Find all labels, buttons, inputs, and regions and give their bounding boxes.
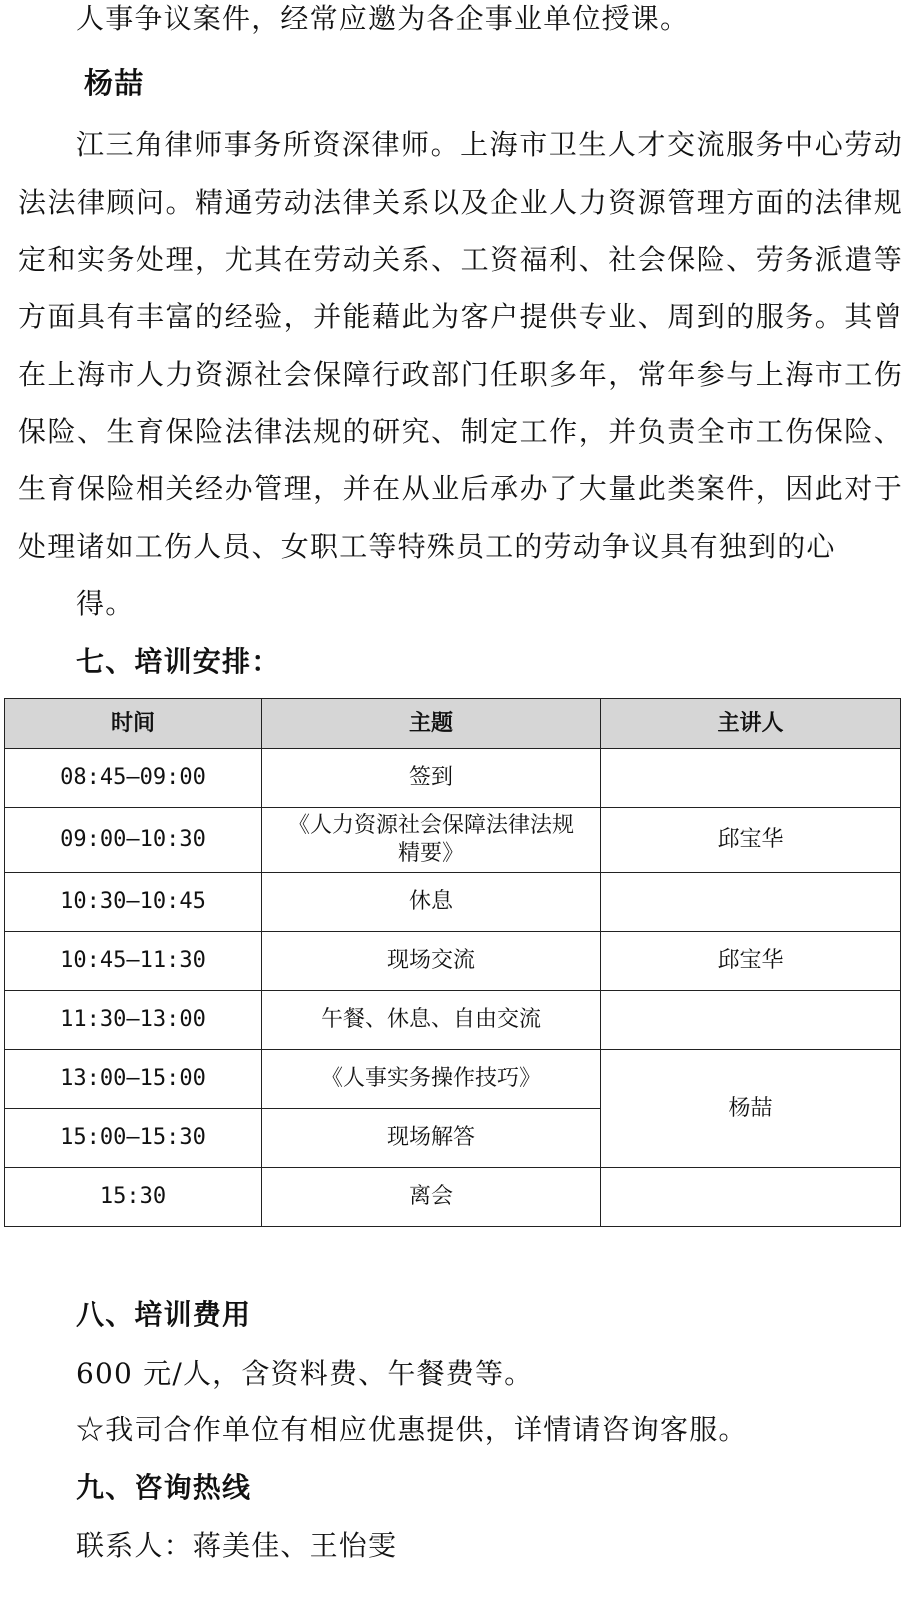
cell-time: 15:30 bbox=[5, 1168, 262, 1227]
discount-note: ☆我司合作单位有相应优惠提供，详情请咨询客服。 bbox=[76, 1413, 748, 1446]
bio-line: 定和实务处理，尤其在劳动关系、工资福利、社会保险、劳务派遣等 bbox=[18, 243, 903, 276]
cell-speaker bbox=[601, 991, 901, 1050]
cell-time: 11:30—13:00 bbox=[5, 991, 262, 1050]
table-row bbox=[5, 991, 901, 1050]
section7-title: 七、培训安排： bbox=[76, 645, 281, 678]
speaker-name-heading: 杨喆 bbox=[84, 66, 145, 100]
bio-line: 保险、生育保险法律法规的研究、制定工作，并负责全市工伤保险、 bbox=[18, 415, 903, 448]
cell-time: 09:00—10:30 bbox=[5, 808, 262, 873]
cell-topic: 午餐、休息、自由交流 bbox=[262, 991, 601, 1050]
cell-speaker bbox=[601, 1168, 901, 1227]
header-speaker: 主讲人 bbox=[601, 699, 901, 749]
cell-topic: 休息 bbox=[262, 873, 601, 932]
contact-text: 联系人：蒋美佳、王怡雯 bbox=[76, 1529, 398, 1562]
cell-time: 10:30—10:45 bbox=[5, 873, 262, 932]
cell-time: 08:45—09:00 bbox=[5, 749, 262, 808]
bio-line: 在上海市人力资源社会保障行政部门任职多年，常年参与上海市工伤 bbox=[18, 358, 903, 391]
bio-line: 方面具有丰富的经验，并能藉此为客户提供专业、周到的服务。其曾 bbox=[18, 300, 903, 333]
bio-line: 江三角律师事务所资深律师。上海市卫生人才交流服务中心劳动 bbox=[76, 128, 903, 161]
section9-title: 九、咨询热线 bbox=[76, 1471, 252, 1504]
table-row bbox=[5, 749, 901, 808]
cell-speaker: 邱宝华 bbox=[601, 932, 901, 991]
table-row bbox=[5, 1168, 901, 1227]
header-time: 时间 bbox=[5, 699, 262, 749]
bio-line: 处理诸如工伤人员、女职工等特殊员工的劳动争议具有独到的心 bbox=[18, 530, 836, 563]
cell-speaker bbox=[601, 749, 901, 808]
table-header-row bbox=[5, 699, 901, 749]
table-row bbox=[5, 932, 901, 991]
cell-topic: 现场解答 bbox=[262, 1109, 601, 1168]
cell-speaker: 杨喆 bbox=[601, 1050, 901, 1168]
bio-line: 得。 bbox=[76, 587, 135, 620]
cell-speaker bbox=[601, 873, 901, 932]
table-row bbox=[5, 808, 901, 873]
fee-text: 600 元/人，含资料费、午餐费等。 bbox=[76, 1357, 534, 1390]
cell-topic: 《人力资源社会保障法律法规精要》 bbox=[262, 808, 601, 873]
section8-title: 八、培训费用 bbox=[76, 1298, 252, 1331]
cell-topic: 现场交流 bbox=[262, 932, 601, 991]
cell-time: 15:00—15:30 bbox=[5, 1109, 262, 1168]
cell-topic: 离会 bbox=[262, 1168, 601, 1227]
intro-tail-text: 人事争议案件，经常应邀为各企事业单位授课。 bbox=[76, 2, 690, 35]
bio-line: 生育保险相关经办管理，并在从业后承办了大量此类案件，因此对于 bbox=[18, 472, 903, 505]
cell-time: 13:00—15:00 bbox=[5, 1050, 262, 1109]
cell-topic: 签到 bbox=[262, 749, 601, 808]
header-topic: 主题 bbox=[262, 699, 601, 749]
cell-topic: 《人事实务操作技巧》 bbox=[262, 1050, 601, 1109]
table-row bbox=[5, 873, 901, 932]
cell-speaker: 邱宝华 bbox=[601, 808, 901, 873]
cell-time: 10:45—11:30 bbox=[5, 932, 262, 991]
bio-line: 法法律顾问。精通劳动法律关系以及企业人力资源管理方面的法律规 bbox=[18, 186, 903, 219]
training-schedule-table bbox=[4, 698, 901, 1227]
table-row bbox=[5, 1050, 901, 1109]
